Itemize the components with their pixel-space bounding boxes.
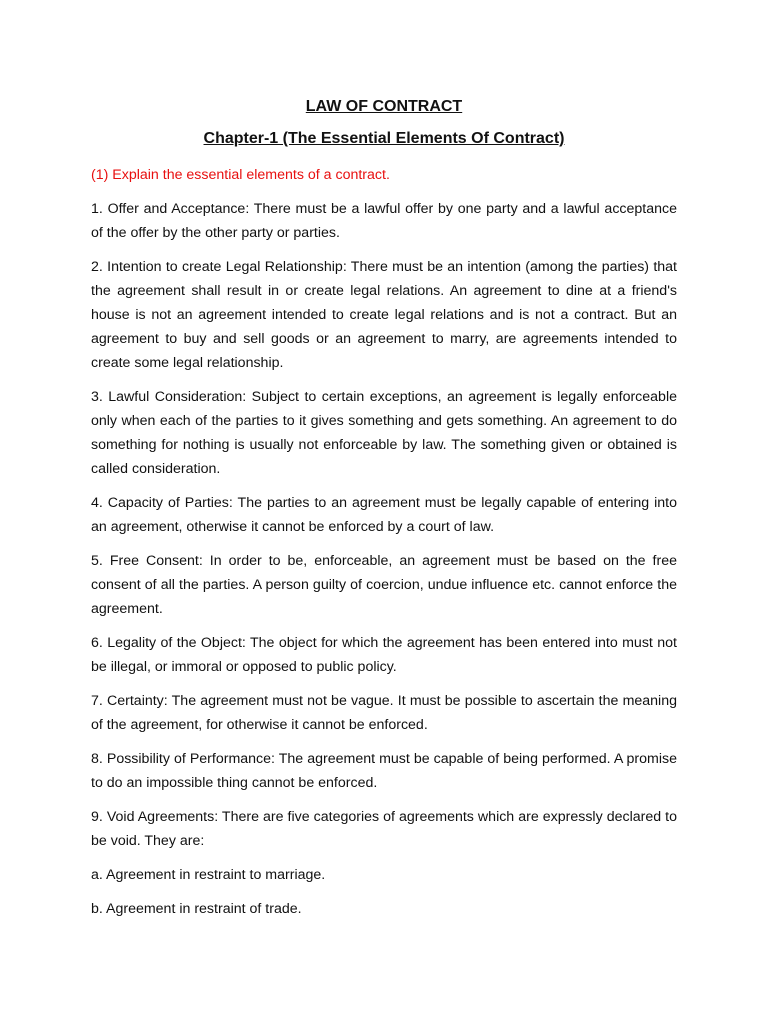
paragraph-void-agreements: 9. Void Agreements: There are five categories of agreements which are expressly declared to be void. They are: (91, 809, 677, 849)
document-body (91, 96, 677, 931)
paragraph-intention: 2. Intention to create Legal Relationship: There must be an intention (among the parties) that the agreement shall result in or create legal relations. An agreement to dine at a friend's house is not an agreement intended to create legal relations and is not a contract. But an agreement to buy and sell goods or an agreement to marry, are agreements intended to create some legal relationship. (91, 259, 677, 371)
list-item-restraint-marriage: a. Agreement in restraint to marriage. (91, 867, 326, 883)
chapter-heading: Chapter-1 (The Essential Elements Of Contract) (203, 130, 565, 147)
paragraph-legality: 6. Legality of the Object: The object for which the agreement has been entered into must not be illegal, or immoral or opposed to public policy. (91, 635, 677, 675)
list-item-restraint-trade: b. Agreement in restraint of trade. (91, 901, 302, 917)
paragraph-offer-acceptance: 1. Offer and Acceptance: There must be a lawful offer by one party and a lawful acceptance of the offer by the other party or parties. (91, 201, 677, 241)
paragraph-performance: 8. Possibility of Performance: The agreement must be capable of being performed. A promise to do an impossible thing cannot be enforced. (91, 751, 677, 791)
document-title: LAW OF CONTRACT (305, 98, 463, 115)
question-heading: (1) Explain the essential elements of a contract. (91, 167, 390, 183)
paragraph-certainty: 7. Certainty: The agreement must not be vague. It must be possible to ascertain the meaning of the agreement, for otherwise it cannot be enforced. (91, 693, 677, 733)
paragraph-capacity: 4. Capacity of Parties: The parties to an agreement must be legally capable of entering into an agreement, otherwise it cannot be enforced by a court of law. (91, 495, 677, 535)
paragraph-free-consent: 5. Free Consent: In order to be, enforceable, an agreement must be based on the free consent of all the parties. A person guilty of coercion, undue influence etc. cannot enforce the agreement. (91, 553, 677, 617)
paragraph-consideration: 3. Lawful Consideration: Subject to certain exceptions, an agreement is legally enforceable only when each of the parties to it gives something and gets something. An agreement to do something for nothing is usually not enforceable by law. The something given or obtained is called consideration. (91, 389, 677, 477)
